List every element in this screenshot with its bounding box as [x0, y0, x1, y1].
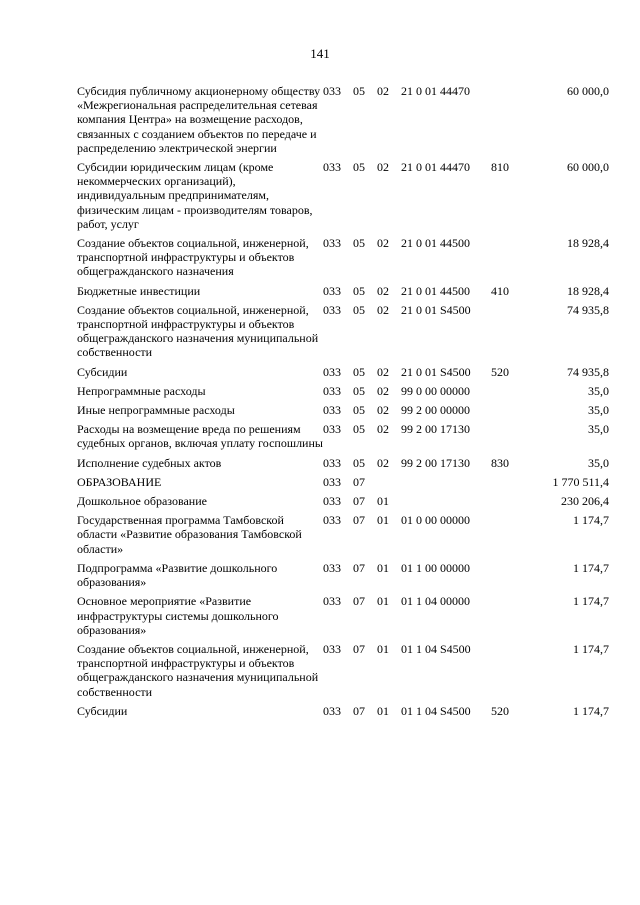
- ministry-code: 033: [323, 422, 341, 437]
- table-row: [77, 513, 609, 561]
- table-row: [77, 365, 609, 384]
- expense-type-code: [491, 236, 531, 284]
- subsection-code: 02: [377, 422, 389, 437]
- expense-type-code: [491, 594, 531, 642]
- expense-type-code: [491, 494, 531, 513]
- amount: 1 174,7: [573, 560, 609, 575]
- target-article-code: 21 0 01 44470: [401, 160, 470, 175]
- page-number: 141: [310, 46, 330, 61]
- expense-type-code: [491, 475, 531, 494]
- line-item-name: Субсидии: [77, 364, 128, 379]
- table-row: [77, 704, 609, 723]
- amount: 230 206,4: [561, 494, 609, 509]
- line-item-name: Создание объектов социальной, инженерной, транспортной инфраструктуры и объектов общегражданского назначения муниципальной собственности: [77, 302, 319, 360]
- subsection-code: 01: [377, 594, 389, 609]
- ministry-code: 033: [323, 84, 341, 98]
- target-article-code: 99 2 00 17130: [401, 422, 470, 437]
- section-code: 05: [353, 84, 365, 98]
- line-item-name: Иные непрограммные расходы: [77, 403, 235, 418]
- ministry-code: 033: [323, 513, 341, 528]
- section-code: 05: [353, 383, 365, 398]
- subsection-code: 02: [377, 364, 389, 379]
- subsection-code: 02: [377, 283, 389, 298]
- table-row: [77, 475, 609, 494]
- expense-type-code: [491, 303, 531, 365]
- budget-table-body: [77, 84, 609, 723]
- subsection-code: [377, 475, 401, 494]
- target-article-code: 01 1 04 00000: [401, 594, 470, 609]
- section-code: 07: [353, 560, 365, 575]
- subsection-code: 02: [377, 236, 389, 251]
- ministry-code: 033: [323, 302, 341, 317]
- table-row: [77, 594, 609, 642]
- table-row: [77, 403, 609, 422]
- ministry-code: 033: [323, 364, 341, 379]
- expense-type-code: 830: [491, 455, 509, 470]
- ministry-code: 033: [323, 236, 341, 251]
- line-item-name: Субсидия публичному акционерному обществу «Межрегиональная распределительная сетевая компания Центра» на возмещение расходов, связанных с созданием объектов по передаче и распределению электрической энергии: [77, 84, 321, 155]
- line-item-name: ОБРАЗОВАНИЕ: [77, 474, 162, 489]
- section-code: 05: [353, 422, 365, 437]
- ministry-code: 033: [323, 403, 341, 418]
- amount: 1 770 511,4: [552, 474, 609, 489]
- target-article-code: [401, 475, 491, 494]
- section-code: 05: [353, 236, 365, 251]
- line-item-name: Субсидии: [77, 703, 128, 718]
- section-code: 07: [353, 703, 365, 718]
- subsection-code: 02: [377, 403, 389, 418]
- line-item-name: Дошкольное образование: [77, 494, 207, 509]
- table-row: [77, 236, 609, 284]
- ministry-code: 033: [323, 383, 341, 398]
- target-article-code: 21 0 01 S4500: [401, 302, 471, 317]
- target-article-code: 99 2 00 00000: [401, 403, 470, 418]
- expense-type-code: [491, 561, 531, 594]
- target-article-code: 21 0 01 S4500: [401, 364, 471, 379]
- section-code: 05: [353, 364, 365, 379]
- amount: 74 935,8: [567, 302, 609, 317]
- subsection-code: 02: [377, 455, 389, 470]
- section-code: 07: [353, 594, 365, 609]
- target-article-code: 01 0 00 00000: [401, 513, 470, 528]
- expense-type-code: 520: [491, 364, 509, 379]
- ministry-code: 033: [323, 455, 341, 470]
- line-item-name: Подпрограмма «Развитие дошкольного образования»: [77, 560, 278, 590]
- table-row: [77, 384, 609, 403]
- target-article-code: 21 0 01 44500: [401, 283, 470, 298]
- subsection-code: 02: [377, 383, 389, 398]
- expense-type-code: [491, 422, 531, 455]
- expense-type-code: 520: [491, 703, 509, 718]
- amount: 60 000,0: [567, 160, 609, 175]
- section-code: 05: [353, 455, 365, 470]
- subsection-code: 01: [377, 560, 389, 575]
- section-code: 05: [353, 160, 365, 175]
- ministry-code: 033: [323, 160, 341, 175]
- amount: 1 174,7: [573, 703, 609, 718]
- amount: 60 000,0: [567, 84, 609, 98]
- ministry-code: 033: [323, 560, 341, 575]
- target-article-code: 01 1 04 S4500: [401, 703, 471, 718]
- section-code: 05: [353, 403, 365, 418]
- ministry-code: 033: [323, 641, 341, 656]
- subsection-code: 01: [377, 703, 389, 718]
- section-code: 07: [353, 474, 365, 489]
- subsection-code: 02: [377, 160, 389, 175]
- target-article-code: 99 2 00 17130: [401, 455, 470, 470]
- expense-type-code: [491, 513, 531, 561]
- table-row: [77, 456, 609, 475]
- expense-type-code: [491, 384, 531, 403]
- section-code: 05: [353, 283, 365, 298]
- ministry-code: 033: [323, 703, 341, 718]
- budget-table: [77, 84, 609, 723]
- line-item-name: Исполнение судебных актов: [77, 455, 222, 470]
- section-code: 07: [353, 494, 365, 509]
- line-item-name: Создание объектов социальной, инженерной, транспортной инфраструктуры и объектов общегражданского назначения: [77, 236, 309, 279]
- line-item-name: Бюджетные инвестиции: [77, 283, 201, 298]
- table-row: [77, 561, 609, 594]
- amount: 1 174,7: [573, 641, 609, 656]
- table-row: [77, 642, 609, 704]
- amount: 35,0: [588, 403, 609, 418]
- line-item-name: Непрограммные расходы: [77, 383, 206, 398]
- line-item-name: Основное мероприятие «Развитие инфраструктуры системы дошкольного образования»: [77, 594, 279, 637]
- line-item-name: Расходы на возмещение вреда по решениям судебных органов, включая уплату госпошлины: [77, 422, 323, 451]
- target-article-code: 01 1 04 S4500: [401, 641, 471, 656]
- target-article-code: 21 0 01 44500: [401, 236, 470, 251]
- subsection-code: 02: [377, 302, 389, 317]
- expense-type-code: [491, 84, 531, 160]
- amount: 35,0: [588, 383, 609, 398]
- subsection-code: 02: [377, 84, 389, 98]
- amount: 35,0: [588, 455, 609, 470]
- amount: 35,0: [588, 422, 609, 437]
- target-article-code: 01 1 00 00000: [401, 560, 470, 575]
- amount: 18 928,4: [567, 283, 609, 298]
- line-item-name: Государственная программа Тамбовской области «Развитие образования Тамбовской области»: [77, 513, 302, 556]
- section-code: 07: [353, 641, 365, 656]
- table-row: [77, 422, 609, 455]
- target-article-code: 21 0 01 44470: [401, 84, 470, 98]
- subsection-code: 01: [377, 641, 389, 656]
- ministry-code: 033: [323, 283, 341, 298]
- ministry-code: 033: [323, 494, 341, 509]
- line-item-name: Создание объектов социальной, инженерной, транспортной инфраструктуры и объектов общегражданского назначения муниципальной собственности: [77, 641, 319, 699]
- section-code: 07: [353, 513, 365, 528]
- expense-type-code: 410: [491, 283, 509, 298]
- expense-type-code: [491, 403, 531, 422]
- ministry-code: 033: [323, 594, 341, 609]
- section-code: 05: [353, 302, 365, 317]
- subsection-code: 01: [377, 513, 389, 528]
- amount: 18 928,4: [567, 236, 609, 251]
- expense-type-code: [491, 642, 531, 704]
- table-row: [77, 494, 609, 513]
- table-row: [77, 284, 609, 303]
- amount: 1 174,7: [573, 594, 609, 609]
- amount: 74 935,8: [567, 364, 609, 379]
- table-row: [77, 160, 609, 236]
- target-article-code: [401, 494, 491, 513]
- table-row: [77, 84, 609, 160]
- ministry-code: 033: [323, 474, 341, 489]
- subsection-code: 01: [377, 494, 389, 509]
- table-row: [77, 303, 609, 365]
- target-article-code: 99 0 00 00000: [401, 383, 470, 398]
- expense-type-code: 810: [491, 160, 509, 175]
- amount: 1 174,7: [573, 513, 609, 528]
- line-item-name: Субсидии юридическим лицам (кроме некоммерческих организаций), индивидуальным предпринимателям, физическим лицам - производителям товаров, работ, услуг: [77, 160, 313, 231]
